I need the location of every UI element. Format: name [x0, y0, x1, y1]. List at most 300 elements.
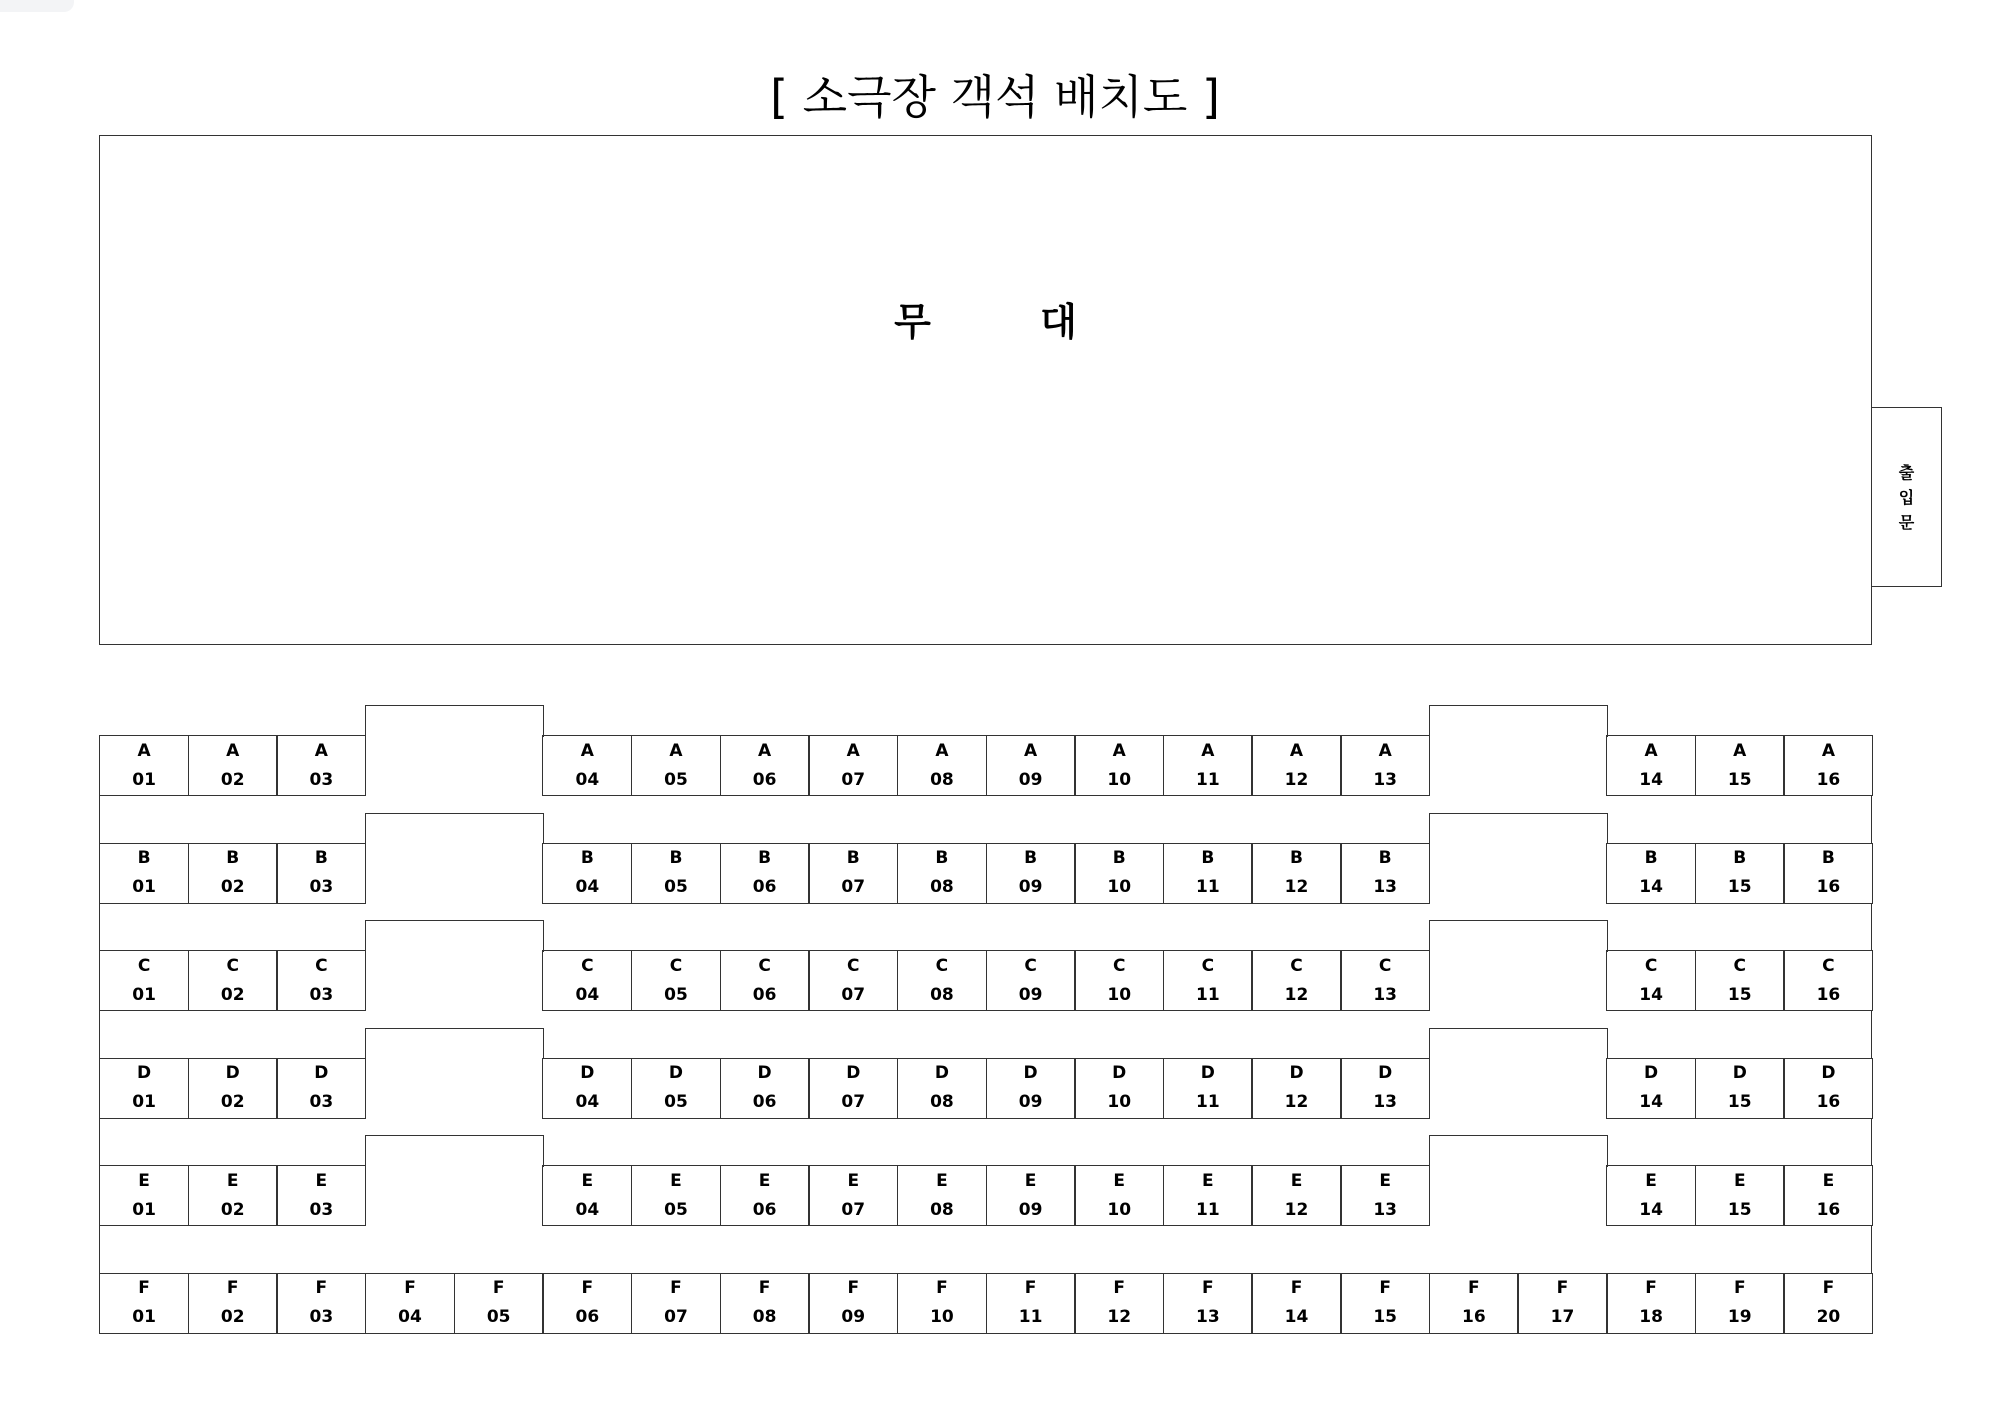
seat-A-12[interactable] [1251, 735, 1341, 796]
seat-row-letter: E [315, 1170, 328, 1191]
seat-C-12[interactable] [1251, 950, 1341, 1011]
seat-number: 11 [1196, 769, 1220, 790]
seat-row-letter: C [1112, 955, 1126, 976]
seat-F-19[interactable] [1695, 1273, 1785, 1334]
seat-number: 12 [1284, 877, 1309, 897]
seat-E-15[interactable] [1695, 1165, 1785, 1226]
seat-number: 03 [309, 984, 334, 1005]
seat-F-16[interactable] [1429, 1273, 1519, 1334]
seat-number: 06 [575, 1307, 600, 1327]
seat-number: 06 [752, 1092, 777, 1112]
seat-A-06[interactable] [720, 735, 810, 796]
seat-C-03[interactable] [276, 950, 366, 1011]
seat-row-letter: C [1201, 955, 1215, 976]
seat-number: 09 [1018, 769, 1043, 790]
seat-row-letter: E [1290, 1170, 1303, 1191]
aisle-block [365, 1028, 544, 1060]
seat-number: 09 [1018, 1199, 1043, 1220]
seat-row-letter: C [1290, 955, 1303, 976]
seat-row-letter: D [314, 1063, 329, 1083]
seat-number: 15 [1727, 769, 1752, 790]
seat-number: 05 [664, 1199, 688, 1220]
seat-number: 06 [752, 984, 777, 1005]
seat-D-10[interactable] [1074, 1058, 1164, 1119]
seat-row-letter: A [1201, 740, 1215, 761]
seat-number: 10 [1107, 1092, 1132, 1112]
seat-row-letter: F [226, 1278, 239, 1298]
seat-D-15[interactable] [1695, 1058, 1785, 1119]
seat-row-letter: E [1645, 1170, 1657, 1191]
seat-row-letter: A [669, 740, 683, 761]
seat-number: 10 [930, 1307, 954, 1327]
seat-row-letter: C [315, 955, 328, 976]
seat-D-03[interactable] [276, 1058, 366, 1119]
seat-number: 08 [930, 1092, 954, 1112]
entrance-door [1871, 407, 1942, 587]
seat-number: 05 [664, 984, 688, 1005]
seat-row-letter: C [758, 955, 771, 976]
seat-number: 05 [486, 1307, 511, 1327]
seat-B-12[interactable] [1251, 843, 1341, 904]
seat-row-letter: B [669, 848, 683, 868]
seat-number: 03 [309, 1199, 334, 1220]
seat-number: 08 [930, 1199, 954, 1220]
seat-row-letter: E [1822, 1170, 1835, 1191]
seat-B-10[interactable] [1074, 843, 1164, 904]
seat-row-letter: D [1821, 1063, 1836, 1083]
seat-E-07[interactable] [808, 1165, 898, 1226]
seat-number: 10 [1107, 877, 1132, 897]
page-title: [ 소극장 객석 배치도 ] [770, 70, 1220, 124]
seat-C-15[interactable] [1695, 950, 1785, 1011]
seat-row-letter: D [1378, 1063, 1393, 1083]
seat-row-letter: C [669, 955, 683, 976]
seat-E-06[interactable] [720, 1165, 810, 1226]
seat-row-letter: B [226, 848, 240, 868]
seat-row-letter: F [1645, 1278, 1657, 1298]
seat-row-letter: E [1733, 1170, 1746, 1191]
seat-row-letter: F [581, 1278, 594, 1298]
seat-number: 14 [1639, 1092, 1663, 1112]
seat-number: 04 [398, 1307, 422, 1327]
seat-row-letter: C [137, 955, 151, 976]
seat-number: 10 [1107, 1199, 1132, 1220]
seat-row-letter: A [1821, 740, 1835, 761]
seat-row-letter: B [1378, 848, 1392, 868]
aisle-block [1429, 813, 1608, 845]
seat-E-14[interactable] [1606, 1165, 1696, 1226]
seat-A-04[interactable] [542, 735, 632, 796]
seat-F-15[interactable] [1340, 1273, 1430, 1334]
seat-row-letter: F [1290, 1278, 1303, 1298]
seat-number: 16 [1816, 984, 1841, 1005]
seat-row-letter: F [1024, 1278, 1037, 1298]
seat-A-13[interactable] [1340, 735, 1430, 796]
seat-number: 01 [132, 1199, 156, 1220]
seat-number: 01 [132, 769, 156, 790]
seat-D-01[interactable] [99, 1058, 189, 1119]
seat-F-01[interactable] [99, 1273, 189, 1334]
seat-row-letter: A [846, 740, 860, 761]
seat-D-13[interactable] [1340, 1058, 1430, 1119]
seat-row-letter: C [1733, 955, 1746, 976]
aisle-block [1429, 920, 1608, 952]
seat-row-letter: E [1024, 1170, 1037, 1191]
seat-number: 12 [1107, 1307, 1132, 1327]
seat-row-letter: F [315, 1278, 328, 1298]
seat-A-05[interactable] [631, 735, 721, 796]
seat-row-letter: A [758, 740, 772, 761]
seat-row-letter: C [1644, 955, 1658, 976]
seat-B-01[interactable] [99, 843, 189, 904]
seat-number: 01 [132, 1092, 156, 1112]
seat-number: 11 [1196, 1092, 1220, 1112]
seat-number: 05 [664, 1092, 688, 1112]
seat-C-09[interactable] [986, 950, 1076, 1011]
seat-row-letter: A [226, 740, 240, 761]
seat-D-09[interactable] [986, 1058, 1076, 1119]
seat-C-07[interactable] [808, 950, 898, 1011]
seat-row-letter: F [758, 1278, 771, 1298]
seat-row-letter: E [670, 1170, 682, 1191]
seat-E-16[interactable] [1783, 1165, 1873, 1226]
aisle-block [365, 813, 544, 845]
seat-E-08[interactable] [897, 1165, 987, 1226]
seat-row-letter: C [581, 955, 594, 976]
seat-number: 06 [752, 877, 777, 897]
seat-row-letter: A [1644, 740, 1658, 761]
seat-F-13[interactable] [1163, 1273, 1253, 1334]
seat-row-letter: A [1112, 740, 1126, 761]
seat-row-letter: D [668, 1063, 684, 1083]
seat-C-10[interactable] [1074, 950, 1164, 1011]
seat-number: 12 [1284, 1199, 1309, 1220]
seat-row-letter: C [1024, 955, 1037, 976]
seat-row-letter: A [1378, 740, 1392, 761]
seat-row-letter: B [935, 848, 949, 868]
seat-number: 14 [1639, 769, 1663, 790]
seat-B-07[interactable] [808, 843, 898, 904]
seat-row-letter: D [757, 1063, 772, 1083]
seat-F-08[interactable] [720, 1273, 810, 1334]
seat-row-letter: C [935, 955, 949, 976]
seat-number: 02 [220, 1199, 245, 1220]
seat-number: 13 [1373, 877, 1397, 897]
seat-row-letter: B [1821, 848, 1835, 868]
seat-number: 12 [1284, 984, 1309, 1005]
seat-row-letter: D [1112, 1063, 1127, 1083]
seat-A-15[interactable] [1695, 735, 1785, 796]
seat-number: 02 [220, 877, 245, 897]
seat-number: 01 [132, 984, 156, 1005]
seat-row-letter: B [1024, 848, 1038, 868]
seat-number: 16 [1816, 1092, 1841, 1112]
aisle-band [99, 1226, 1872, 1273]
seat-number: 10 [1107, 769, 1132, 790]
seat-number: 10 [1107, 984, 1132, 1005]
seat-B-16[interactable] [1783, 843, 1873, 904]
aisle-block [1429, 1028, 1608, 1060]
seat-A-09[interactable] [986, 735, 1076, 796]
seat-E-02[interactable] [188, 1165, 278, 1226]
seat-C-14[interactable] [1606, 950, 1696, 1011]
seat-F-07[interactable] [631, 1273, 721, 1334]
seat-row-letter: F [847, 1278, 860, 1298]
seat-row-letter: D [1289, 1063, 1304, 1083]
seat-row-letter: D [1200, 1063, 1215, 1083]
seat-row-letter: A [1023, 740, 1038, 761]
seat-row-letter: E [1379, 1170, 1391, 1191]
seat-F-11[interactable] [986, 1273, 1076, 1334]
seat-number: 13 [1373, 769, 1397, 790]
seat-number: 03 [309, 1307, 334, 1327]
seat-row-letter: B [758, 848, 772, 868]
seat-A-08[interactable] [897, 735, 987, 796]
seat-D-12[interactable] [1251, 1058, 1341, 1119]
seat-B-06[interactable] [720, 843, 810, 904]
seat-E-13[interactable] [1340, 1165, 1430, 1226]
seat-F-09[interactable] [808, 1273, 898, 1334]
seat-number: 07 [841, 769, 866, 790]
seat-B-05[interactable] [631, 843, 721, 904]
seat-number: 02 [220, 1092, 245, 1112]
seat-row-letter: B [1290, 848, 1303, 868]
seat-A-10[interactable] [1074, 735, 1164, 796]
seat-number: 09 [1018, 1092, 1043, 1112]
seat-F-06[interactable] [542, 1273, 632, 1334]
seat-D-05[interactable] [631, 1058, 721, 1119]
seat-number: 05 [664, 877, 688, 897]
seat-row-letter: C [1822, 955, 1835, 976]
seat-row-letter: E [581, 1170, 594, 1191]
door-label: 출입문 [1898, 462, 1915, 532]
seat-row-letter: F [404, 1278, 416, 1298]
seat-D-14[interactable] [1606, 1058, 1696, 1119]
seat-number: 15 [1727, 1199, 1752, 1220]
seat-number: 17 [1550, 1307, 1575, 1327]
seat-row-letter: D [580, 1063, 595, 1083]
stage-label: 무 대 [894, 300, 1125, 344]
seat-number: 16 [1816, 877, 1841, 897]
seat-E-01[interactable] [99, 1165, 189, 1226]
seat-number: 19 [1727, 1307, 1752, 1327]
seat-number: 11 [1196, 984, 1220, 1005]
seat-F-14[interactable] [1251, 1273, 1341, 1334]
seat-B-11[interactable] [1163, 843, 1253, 904]
seat-row-letter: F [1468, 1278, 1480, 1298]
seat-number: 18 [1639, 1307, 1663, 1327]
seat-row-letter: E [847, 1170, 860, 1191]
seat-number: 07 [664, 1307, 688, 1327]
seat-number: 08 [930, 769, 954, 790]
seat-row-letter: A [935, 740, 949, 761]
seat-B-14[interactable] [1606, 843, 1696, 904]
seat-number: 02 [220, 769, 245, 790]
seat-C-08[interactable] [897, 950, 987, 1011]
seat-row-letter: B [137, 848, 151, 868]
seat-number: 09 [841, 1307, 866, 1327]
seat-B-09[interactable] [986, 843, 1076, 904]
aisle-block [365, 705, 544, 737]
seat-E-05[interactable] [631, 1165, 721, 1226]
seat-number: 16 [1816, 769, 1841, 790]
seat-row-letter: E [226, 1170, 239, 1191]
seat-number: 13 [1373, 984, 1397, 1005]
seat-row-letter: E [1202, 1170, 1214, 1191]
seat-number: 14 [1639, 984, 1663, 1005]
seat-A-07[interactable] [808, 735, 898, 796]
seat-C-02[interactable] [188, 950, 278, 1011]
seat-number: 04 [575, 984, 600, 1005]
seat-row-letter: E [138, 1170, 150, 1191]
seat-row-letter: C [226, 955, 239, 976]
seat-F-05[interactable] [454, 1273, 544, 1334]
seat-number: 15 [1373, 1307, 1397, 1327]
seat-D-08[interactable] [897, 1058, 987, 1119]
seat-row-letter: F [670, 1278, 682, 1298]
seat-row-letter: E [936, 1170, 948, 1191]
seat-number: 04 [575, 1199, 600, 1220]
seat-D-07[interactable] [808, 1058, 898, 1119]
seat-B-03[interactable] [276, 843, 366, 904]
seat-F-20[interactable] [1783, 1273, 1873, 1334]
seat-row-letter: F [1379, 1278, 1391, 1298]
seat-row-letter: D [934, 1063, 949, 1083]
seat-number: 13 [1196, 1307, 1220, 1327]
seat-B-15[interactable] [1695, 843, 1785, 904]
aisle-block [1429, 1135, 1608, 1167]
seat-row-letter: B [1112, 848, 1126, 868]
aisle-block [365, 1135, 544, 1167]
seat-number: 03 [309, 769, 334, 790]
seat-C-06[interactable] [720, 950, 810, 1011]
seat-number: 08 [930, 877, 954, 897]
seat-row-letter: E [1113, 1170, 1126, 1191]
seat-C-16[interactable] [1783, 950, 1873, 1011]
seat-F-17[interactable] [1517, 1273, 1607, 1334]
seat-E-09[interactable] [986, 1165, 1076, 1226]
seat-B-13[interactable] [1340, 843, 1430, 904]
seat-number: 15 [1727, 984, 1752, 1005]
seat-row-letter: A [580, 740, 594, 761]
seat-row-letter: F [1733, 1278, 1746, 1298]
seat-B-04[interactable] [542, 843, 632, 904]
seat-A-02[interactable] [188, 735, 278, 796]
seat-row-letter: B [1201, 848, 1215, 868]
seat-row-letter: F [1822, 1278, 1835, 1298]
seat-number: 01 [132, 877, 156, 897]
seat-number: 15 [1727, 877, 1752, 897]
seat-number: 07 [841, 1199, 866, 1220]
seat-D-02[interactable] [188, 1058, 278, 1119]
seat-number: 02 [220, 1307, 245, 1327]
seat-number: 16 [1816, 1199, 1841, 1220]
seat-number: 09 [1018, 984, 1043, 1005]
seat-number: 20 [1816, 1307, 1841, 1327]
seat-row-letter: F [1556, 1278, 1569, 1298]
seat-F-04[interactable] [365, 1273, 455, 1334]
seat-row-letter: B [580, 848, 594, 868]
seat-A-14[interactable] [1606, 735, 1696, 796]
seat-number: 08 [930, 984, 954, 1005]
seat-row-letter: A [137, 740, 151, 761]
seat-number: 11 [1018, 1307, 1043, 1327]
seat-row-letter: F [138, 1278, 150, 1298]
seat-C-13[interactable] [1340, 950, 1430, 1011]
seat-number: 15 [1727, 1092, 1752, 1112]
seat-row-letter: E [758, 1170, 771, 1191]
seat-A-01[interactable] [99, 735, 189, 796]
seat-row-letter: D [1023, 1063, 1038, 1083]
seat-E-11[interactable] [1163, 1165, 1253, 1226]
seat-F-12[interactable] [1074, 1273, 1164, 1334]
seat-number: 04 [575, 877, 600, 897]
seat-E-12[interactable] [1251, 1165, 1341, 1226]
seat-row-letter: F [936, 1278, 948, 1298]
seat-number: 12 [1284, 1092, 1309, 1112]
seat-row-letter: D [1644, 1063, 1659, 1083]
seat-row-letter: B [314, 848, 328, 868]
seat-F-02[interactable] [188, 1273, 278, 1334]
seat-number: 13 [1373, 1092, 1397, 1112]
seat-F-03[interactable] [276, 1273, 366, 1334]
seat-number: 04 [575, 1092, 600, 1112]
seat-B-02[interactable] [188, 843, 278, 904]
aisle-block [365, 920, 544, 952]
seat-row-letter: D [137, 1063, 152, 1083]
seat-A-16[interactable] [1783, 735, 1873, 796]
seat-D-04[interactable] [542, 1058, 632, 1119]
seat-number: 07 [841, 984, 866, 1005]
seat-D-11[interactable] [1163, 1058, 1253, 1119]
seat-E-03[interactable] [276, 1165, 366, 1226]
seat-row-letter: F [1113, 1278, 1126, 1298]
seat-number: 11 [1196, 877, 1220, 897]
seat-F-10[interactable] [897, 1273, 987, 1334]
seat-row-letter: D [1732, 1063, 1747, 1083]
seat-B-08[interactable] [897, 843, 987, 904]
seat-number: 07 [841, 877, 866, 897]
seat-number: 03 [309, 1092, 334, 1112]
seat-number: 14 [1284, 1307, 1309, 1327]
seat-row-letter: D [225, 1063, 240, 1083]
seat-number: 03 [309, 877, 334, 897]
seat-A-03[interactable] [276, 735, 366, 796]
seat-C-11[interactable] [1163, 950, 1253, 1011]
seat-C-05[interactable] [631, 950, 721, 1011]
seat-row-letter: F [492, 1278, 505, 1298]
seat-row-letter: A [1733, 740, 1747, 761]
seat-D-06[interactable] [720, 1058, 810, 1119]
seat-number: 13 [1373, 1199, 1397, 1220]
seat-C-04[interactable] [542, 950, 632, 1011]
seat-number: 11 [1196, 1199, 1220, 1220]
seat-A-11[interactable] [1163, 735, 1253, 796]
seat-E-10[interactable] [1074, 1165, 1164, 1226]
seat-number: 14 [1639, 1199, 1663, 1220]
seat-number: 07 [841, 1092, 866, 1112]
seat-row-letter: B [1644, 848, 1658, 868]
seat-F-18[interactable] [1606, 1273, 1696, 1334]
seat-E-04[interactable] [542, 1165, 632, 1226]
seat-number: 09 [1018, 877, 1043, 897]
seat-number: 14 [1639, 877, 1663, 897]
seat-C-01[interactable] [99, 950, 189, 1011]
seat-number: 12 [1284, 769, 1309, 790]
seat-D-16[interactable] [1783, 1058, 1873, 1119]
seat-row-letter: F [1202, 1278, 1214, 1298]
seat-row-letter: C [1378, 955, 1392, 976]
